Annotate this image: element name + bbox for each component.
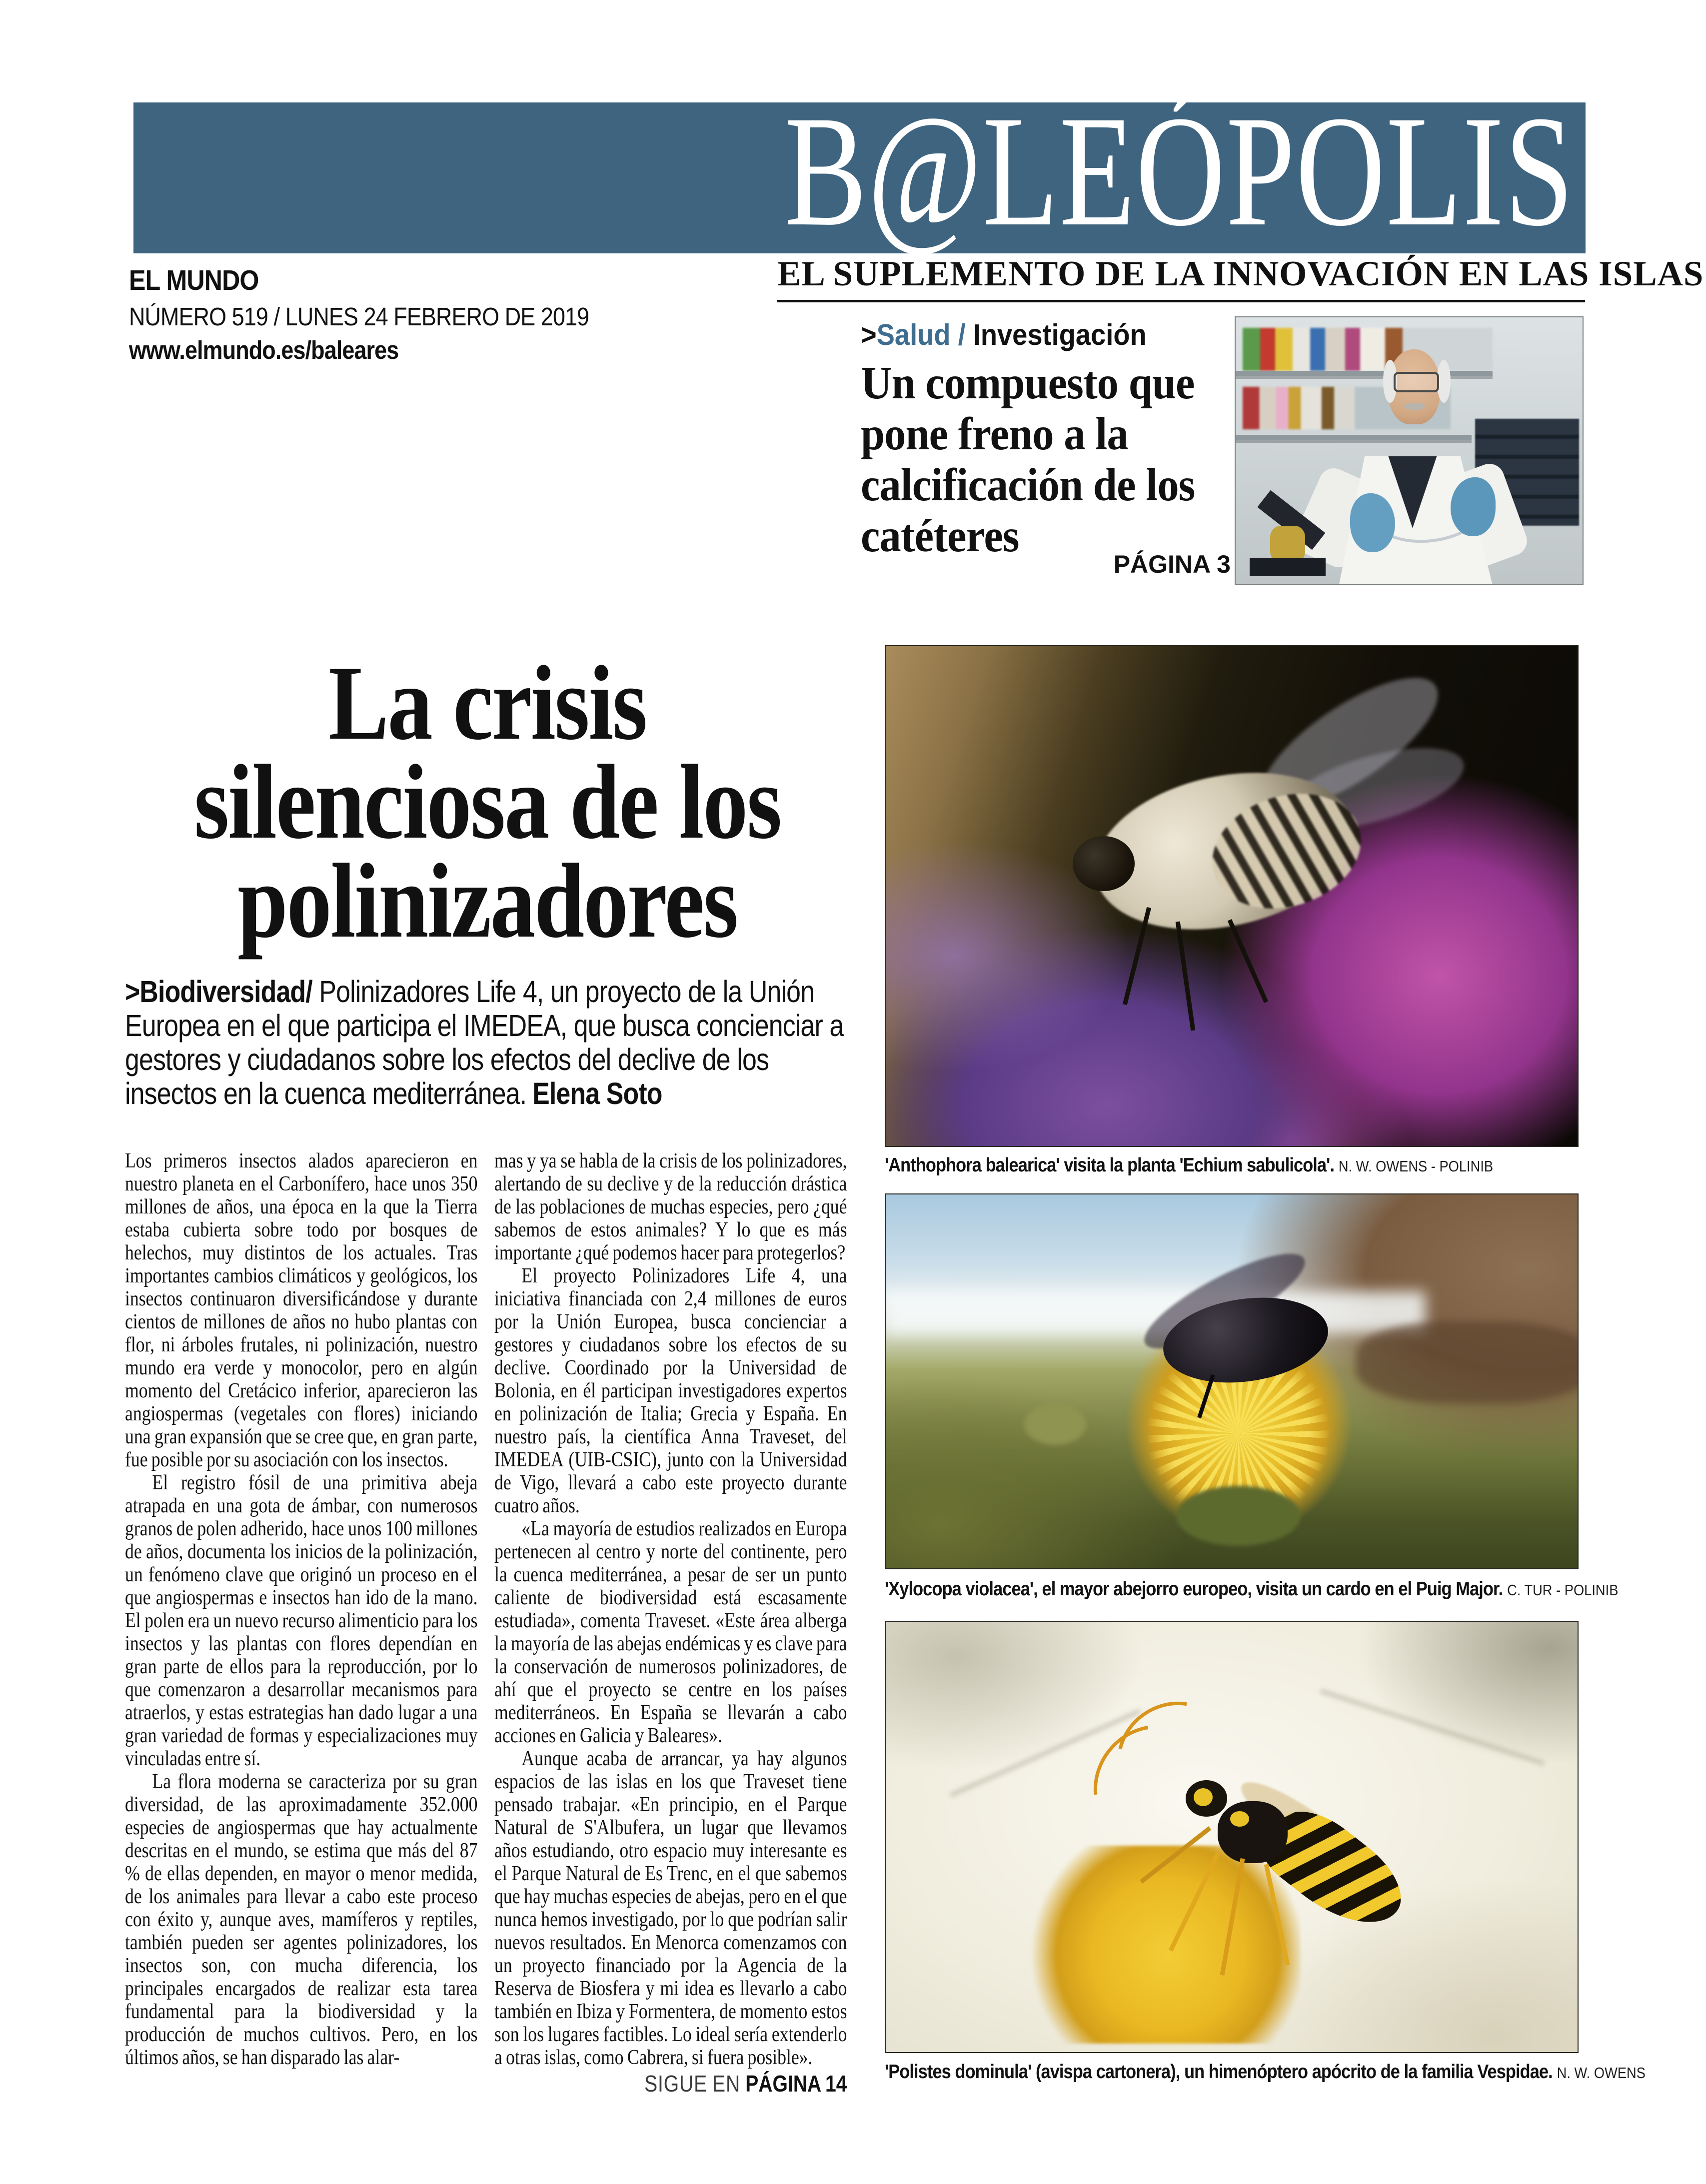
paragraph: El proyecto Polinizadores Life 4, una iniciativa financiada con 2,4 millones de euros por la Unión Europea, busca concienciar a gestores y ciudadanos sobre los efectos de su declive. Coordinado por la Universidad de Bolonia, en él participan investigadores expertos en polinización de Italia; Grecia y España. En nuestro país, la científica Anna Traveset, del IMEDEA (UIB-CSIC), junto con la Universidad de Vigo, llevará a cabo este proyecto durante cuatro años. bbox=[494, 1264, 847, 1517]
bee-head bbox=[1073, 836, 1135, 891]
body-column-1 bbox=[125, 1149, 478, 2069]
paragraph: Aunque acaba de arrancar, ya hay algunos espacios de las islas en los que Traveset tiene pensado trabajar. «En principio, en el Parque Natural de S'Albufera, un lugar que llevamos años estudiando, otro espacio muy interesante es el Parque Natural de Es Trenc, en el que sabemos que hay muchas especies de abejas, pero en el que nunca hemos investigado, por lo que podrían salir nuevos resultados. En Menorca comenzamos con un proyecto financiado por la Agencia de la Reserva de Biosfera y mi idea es llevarlo a cabo también en Ibiza y Formentera, de momento estos son los lugares factibles. Lo ideal sería extenderlo a otras islas, como Cabrera, si fuera posible». bbox=[494, 1747, 847, 2069]
masthead bbox=[129, 264, 589, 365]
rocky-crag bbox=[1356, 1321, 1579, 1404]
teaser-kicker bbox=[861, 318, 1147, 352]
wasp-leg bbox=[1220, 1858, 1245, 1976]
teaser-kicker-topic[interactable]: Investigación bbox=[973, 318, 1147, 351]
headline-line-2: silenciosa de los bbox=[194, 743, 781, 861]
photo-caption-1 bbox=[885, 1154, 1576, 1176]
teaser-page-ref[interactable]: PÁGINA 3 bbox=[1113, 550, 1231, 578]
caption-text: 'Xylocopa violacea', el mayor abejorro europeo, visita un cardo en el Puig Major. bbox=[885, 1578, 1503, 1600]
paper-wasp bbox=[1135, 1734, 1453, 1992]
photo-caption-3 bbox=[885, 2061, 1646, 2083]
continuation-prefix: SIGUE EN bbox=[644, 2071, 741, 2097]
headline-line-1: La crisis bbox=[328, 644, 646, 762]
article-byline[interactable]: Elena Soto bbox=[532, 1077, 662, 1110]
paragraph: La flora moderna se caracteriza por su gran diversidad, de las aproximadamente 352.000 especies de angiospermas que hay actualmente descritas en el mundo, se estima que más del 87 % de ellas dependen, en mayor o menor medida, de los animales para llevar a cabo este proceso con éxito y, aunque aves, mamíferos y reptiles, también pueden ser agentes polinizadores, los insectos son, con mucha diferencia, los principales encargados de realizar esta tarea fundamental para la biodiversidad y la producción de muchos cultivos. Pero, en los últimos años, se han disparado las alar- bbox=[125, 1770, 478, 2069]
lab-shelf-middle bbox=[1236, 435, 1472, 440]
masthead-brand: EL MUNDO bbox=[129, 264, 259, 296]
body-column-2 bbox=[494, 1149, 847, 2095]
microscope-base bbox=[1250, 558, 1326, 576]
wasp-thorax bbox=[1218, 1801, 1288, 1863]
photo-anthophora-balearica bbox=[885, 645, 1579, 1147]
continuation-line[interactable] bbox=[494, 2072, 847, 2095]
masthead-issue-line: NÚMERO 519 / LUNES 24 FEBRERO DE 2019 bbox=[129, 302, 589, 331]
teaser-headline[interactable]: Un compuesto que pone freno a la calcificación de los catéteres bbox=[861, 357, 1195, 562]
masthead-url[interactable]: www.elmundo.es/baleares bbox=[129, 336, 399, 364]
paragraph: El registro fósil de una primitiva abeja atrapada en una gota de ámbar, con numerosos granos de polen adherido, hace unos 100 millones de años, documenta los inicios de la polinización, un fenómeno clave que originó un proceso en el que angiospermas e insectos han ido de la mano. El polen era un nuevo recurso alimenticio para los insectos y las plantas con flores dependían en gran parte de ellos para la reproducción, por lo que comenzaron a desarrollar mecanismos para atraerlos, y estas estrategias han dado lugar a una gran variedad de formas y especializaciones muy vinculadas entre sí. bbox=[125, 1471, 478, 1770]
caption-text: 'Polistes dominula' (avispa cartonera), un himenóptero apócrito de la familia Vespidae. bbox=[885, 2061, 1553, 2083]
lab-shelf-top bbox=[1236, 371, 1493, 376]
caption-text: 'Anthophora balearica' visita la planta 'Echium sabulicola'. bbox=[885, 1154, 1335, 1176]
article-headline bbox=[125, 644, 850, 960]
scientist-glove-left bbox=[1350, 493, 1395, 552]
photo-caption-2 bbox=[885, 1578, 1619, 1600]
continuation-page[interactable]: PÁGINA 14 bbox=[745, 2071, 847, 2097]
headline-line-3: polinizadores bbox=[237, 842, 737, 960]
paragraph: «La mayoría de estudios realizados en Europa pertenecen al centro y norte del continente, pero la cuenca mediterránea, a pesar de ser un punto caliente de biodiversidad está escasamente estudiada», comenta Traveset. «Este área alberga la mayoría de las abejas endémicas y es clave para la conservación de numerosos polinizadores, de ahí que el proyecto se centre en los países mediterráneos. En España se llevarán a cabo acciones en Galicia y Baleares». bbox=[494, 1517, 847, 1747]
supplement-subtitle: EL SUPLEMENTO DE LA INNOVACIÓN EN LAS ISLAS bbox=[777, 254, 1704, 293]
scientist-glasses bbox=[1394, 372, 1439, 392]
paragraph: Los primeros insectos alados aparecieron en nuestro planeta en el Carbonífero, hace unos 350 millones de años, una época en la que la Tierra estaba cubierta sobre todo por bosques de helechos, muy distintos de los actuales. Tras importantes cambios climáticos y geológicos, los insectos continuaron diversificándose y durante cientos de millones de años no hubo plantas con flor, ni árboles frutales, ni polinización, nuestro mundo era verde y monocolor, pero en algún momento del Cretácico inferior, aparecieron las angiospermas (vegetales con flores) iniciando una gran expansión que se cree que, en gran parte, fue posible por su asociación con los insectos. bbox=[125, 1149, 478, 1471]
teaser-kicker-section[interactable]: Salud / bbox=[876, 318, 966, 351]
photo-polistes-dominula bbox=[885, 1621, 1579, 2053]
standfirst-text: Polinizadores Life 4, un proyecto de la Unión Europea en el que participa el IMEDEA, que busca concienciar a gestores y ciudadanos sobre los efectos del declive de los insectos en la cuenca mediterránea. bbox=[125, 975, 844, 1110]
scientist-mustache bbox=[1404, 403, 1425, 410]
teaser-kicker-arrow-icon: > bbox=[861, 318, 877, 351]
lab-bottles-top bbox=[1243, 328, 1493, 370]
thistle-bud bbox=[1024, 1404, 1087, 1445]
scientist-glove-right bbox=[1451, 477, 1496, 536]
wasp-leg bbox=[1169, 1852, 1220, 1952]
caption-credit: C. TUR - POLINIB bbox=[1507, 1581, 1619, 1599]
caption-credit: N. W. OWENS bbox=[1557, 2064, 1646, 2082]
thistle-bract bbox=[1176, 1486, 1301, 1546]
article-standfirst bbox=[125, 975, 850, 1110]
wasp-face bbox=[1194, 1788, 1213, 1806]
photo-xylocopa-violacea bbox=[885, 1193, 1579, 1569]
paragraph: mas y ya se habla de la crisis de los polinizadores, alertando de su declive y de la reducción drástica de las poblaciones de muchas especies, pero ¿qué sabemos de estos animales? Y lo que es más importante ¿qué podemos hacer para protegerlos? bbox=[494, 1149, 847, 1264]
subtitle-rule bbox=[777, 300, 1585, 302]
supplement-title: B@LEÓPOLIS bbox=[784, 83, 1575, 259]
teaser-photo-scientist bbox=[1235, 316, 1584, 585]
supplement-banner bbox=[133, 83, 1586, 259]
caption-credit: N. W. OWENS - POLINIB bbox=[1338, 1157, 1494, 1175]
standfirst-kicker: >Biodiversidad/ bbox=[125, 975, 312, 1009]
